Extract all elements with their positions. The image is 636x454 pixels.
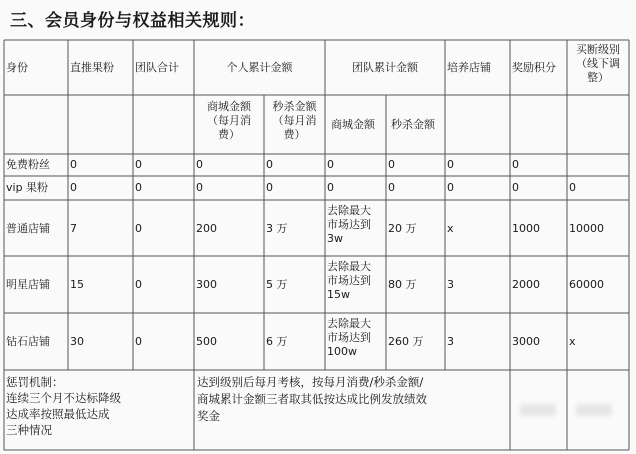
row-identity: 明星店铺 — [6, 278, 50, 291]
row-train: 0 — [447, 158, 454, 171]
row-direct: 15 — [70, 278, 84, 291]
header-team-amount: 团队累计金额 — [352, 61, 418, 74]
row-points: 1000 — [512, 222, 540, 235]
row-mall: 300 — [196, 278, 217, 291]
row-points: 3000 — [512, 335, 540, 348]
row-mall: 0 — [196, 181, 203, 194]
row-team: 0 — [135, 222, 142, 235]
rule-text: 达到级别后每月考核，按每月消费/秒杀金额/ 商城累计金额三者取其低按达成比例发放绩效 奖金 — [197, 375, 427, 423]
row-team-seckill: 80 万 — [388, 278, 417, 291]
row-team: 0 — [135, 335, 142, 348]
row-team-seckill: 0 — [388, 181, 395, 194]
row-team: 0 — [135, 181, 142, 194]
row-buyout: 0 — [569, 181, 576, 194]
header-direct-fans: 直推果粉 — [70, 61, 114, 74]
row-buyout: 10000 — [569, 222, 604, 235]
row-buyout: 60000 — [569, 278, 604, 291]
row-points: 2000 — [512, 278, 540, 291]
row-identity: 免费粉丝 — [6, 158, 50, 171]
penalty-text: 惩罚机制： 连续三个月不达标降级 达成率按照最低达成 三种情况 — [6, 375, 121, 437]
row-mall: 0 — [196, 158, 203, 171]
header-seckill-monthly: 秒杀金额 （每月消 费） — [272, 100, 317, 141]
row-identity: 普通店铺 — [6, 222, 50, 235]
row-team-seckill: 20 万 — [388, 222, 417, 235]
row-points: 0 — [512, 158, 519, 171]
row-direct: 0 — [70, 158, 77, 171]
row-points: 0 — [512, 181, 519, 194]
row-seckill: 3 万 — [266, 222, 288, 235]
row-seckill: 0 — [266, 158, 273, 171]
row-team-mall: 0 — [327, 181, 334, 194]
header-mall-monthly: 商城金额 （每月消 费） — [207, 100, 251, 141]
row-team: 0 — [135, 278, 142, 291]
row-direct: 7 — [70, 222, 77, 235]
row-train: 3 — [447, 335, 454, 348]
row-team-mall: 去除最大 市场达到 100w — [327, 317, 371, 358]
row-buyout: x — [569, 335, 576, 348]
row-seckill: 5 万 — [266, 278, 288, 291]
row-mall: 200 — [196, 222, 217, 235]
row-team-mall: 去除最大 市场达到 15w — [327, 260, 371, 301]
header-mall-amount: 商城金额 — [331, 118, 375, 131]
blurred-text — [576, 404, 612, 416]
row-direct: 30 — [70, 335, 84, 348]
header-reward-points: 奖励积分 — [512, 61, 556, 74]
header-buyout-level: 买断级别 （线下调 整） — [576, 43, 620, 84]
row-train: x — [447, 222, 454, 235]
page-heading: 三、会员身份与权益相关规则： — [10, 11, 255, 31]
header-train-store: 培养店铺 — [447, 61, 491, 74]
row-mall: 500 — [196, 335, 217, 348]
header-personal-amount: 个人累计金额 — [226, 61, 293, 74]
row-direct: 0 — [70, 181, 77, 194]
row-seckill: 6 万 — [266, 335, 288, 348]
row-team-mall: 0 — [327, 158, 334, 171]
row-team-seckill: 0 — [388, 158, 395, 171]
header-identity: 身份 — [6, 61, 28, 74]
row-team-seckill: 260 万 — [388, 335, 424, 348]
row-train: 0 — [447, 181, 454, 194]
row-team: 0 — [135, 158, 142, 171]
row-identity: vip 果粉 — [6, 181, 49, 194]
header-team-total: 团队合计 — [135, 61, 179, 74]
row-seckill: 0 — [266, 181, 273, 194]
row-team-mall: 去除最大 市场达到 3w — [327, 204, 371, 245]
row-identity: 钻石店铺 — [6, 335, 50, 348]
header-seckill-amount: 秒杀金额 — [391, 118, 435, 131]
blurred-text — [520, 404, 556, 416]
row-train: 3 — [447, 278, 454, 291]
